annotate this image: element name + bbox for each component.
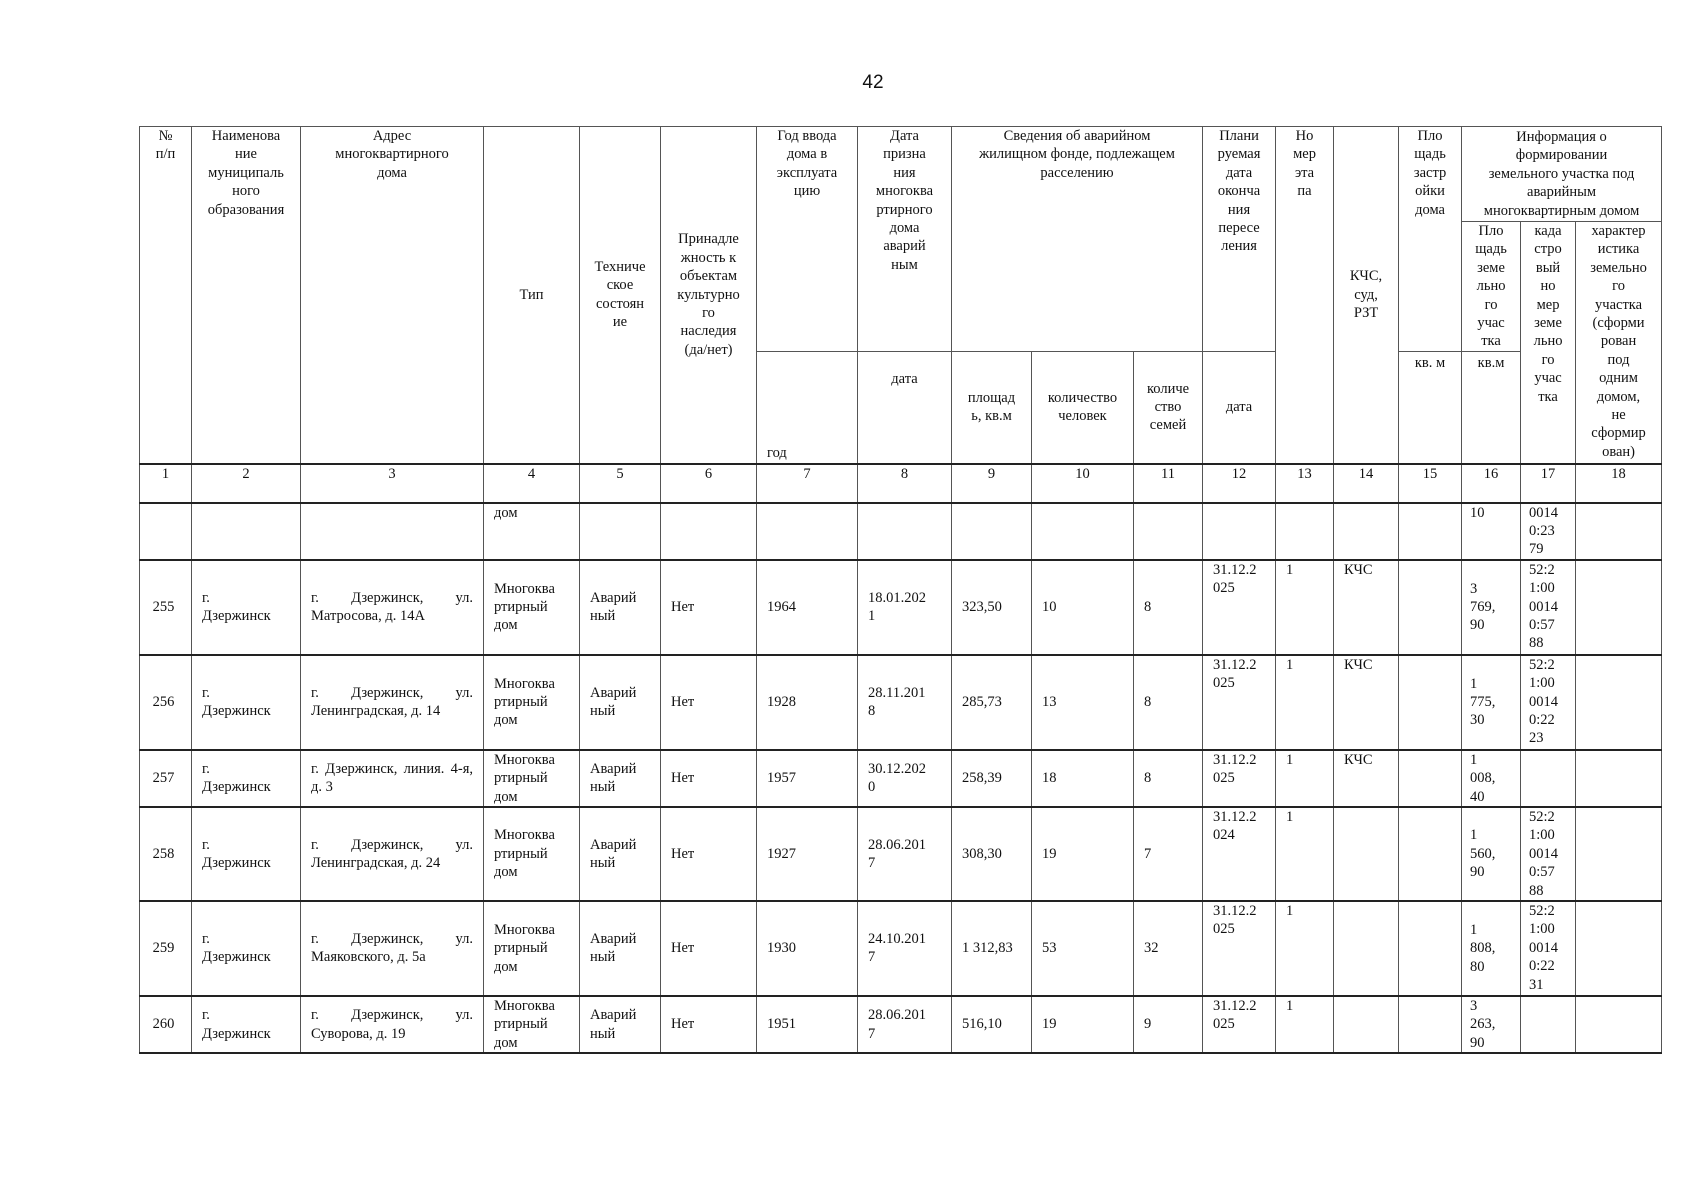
cell-commissioning-year: 1951 [757,996,858,1053]
cell-cultural-heritage: Нет [661,901,757,996]
column-number: 3 [301,464,484,503]
header-stage-number: Но мер эта па [1276,127,1334,464]
header-kchs-court-rzt: КЧС, суд, РЗТ [1334,127,1399,464]
cell-number: 256 [140,655,192,750]
column-number: 13 [1276,464,1334,503]
cell-number [140,503,192,560]
column-number: 6 [661,464,757,503]
cell-cadastral-number: 52:2 1:00 0014 0:57 88 [1521,807,1576,901]
cell-number: 260 [140,996,192,1053]
table-row [140,655,1662,750]
table-row [140,901,1662,996]
header-emergency-date: Дата призна ния многоква ртирного дома аварий ным [858,127,952,352]
column-number: 12 [1203,464,1276,503]
column-number: 5 [580,464,661,503]
cell-municipality [192,503,301,560]
cell-building-area [1399,503,1462,560]
cell-type: Многоква ртирный дом [484,655,580,750]
table-row [140,503,1662,560]
cell-family-count [1134,503,1203,560]
cell-planned-resettlement-date: 31.12.2 025 [1203,655,1276,750]
cell-building-area [1399,750,1462,807]
cell-cadastral-number [1521,996,1576,1053]
header-emergency-fund-info: Сведения об аварийном жилищном фонде, подлежащем расселению [952,127,1203,352]
cell-municipality: г. Дзержинск [192,996,301,1053]
cell-emergency-date: 28.11.201 8 [858,655,952,750]
cell-family-count: 8 [1134,655,1203,750]
cell-emergency-date: 28.06.201 7 [858,807,952,901]
cell-cadastral-number: 0014 0:23 79 [1521,503,1576,560]
header-type: Тип [484,127,580,464]
cell-land-plot-area: 1 775, 30 [1462,655,1521,750]
cell-area [952,503,1032,560]
cell-area: 1 312,83 [952,901,1032,996]
cell-commissioning-year: 1927 [757,807,858,901]
cell-building-area [1399,996,1462,1053]
cell-type: дом [484,503,580,560]
cell-municipality: г. Дзержинск [192,560,301,655]
header-family-count: количе ство семей [1134,352,1203,464]
header-resettlement-date-unit: дата [1203,352,1276,464]
header-address: Адрес многоквартирного дома [301,127,484,464]
cell-type: Многоква ртирный дом [484,901,580,996]
cell-emergency-date: 24.10.201 7 [858,901,952,996]
cell-planned-resettlement-date: 31.12.2 025 [1203,750,1276,807]
cell-planned-resettlement-date: 31.12.2 025 [1203,560,1276,655]
header-area: площад ь, кв.м [952,352,1032,464]
cell-address: г. Дзержинск, ул. Ленинградская, д. 24 [301,807,484,901]
cell-municipality: г. Дзержинск [192,655,301,750]
cell-planned-resettlement-date: 31.12.2 024 [1203,807,1276,901]
cell-commissioning-year [757,503,858,560]
cell-area: 308,30 [952,807,1032,901]
column-number: 7 [757,464,858,503]
cell-land-plot-characteristic [1576,901,1662,996]
cell-land-plot-area: 1 008, 40 [1462,750,1521,807]
cell-address: г. Дзержинск, ул. Маяковского, д. 5а [301,901,484,996]
cell-number: 258 [140,807,192,901]
cell-planned-resettlement-date: 31.12.2 025 [1203,996,1276,1053]
column-number: 9 [952,464,1032,503]
cell-address: г. Дзержинск, линия. 4-я, д. 3 [301,750,484,807]
cell-address: г. Дзержинск, ул. Ленинградская, д. 14 [301,655,484,750]
cell-stage-number [1276,503,1334,560]
cell-cultural-heritage: Нет [661,560,757,655]
table-body [140,503,1662,1054]
cell-municipality: г. Дзержинск [192,750,301,807]
cell-kchs-court-rzt: КЧС [1334,655,1399,750]
cell-commissioning-year: 1957 [757,750,858,807]
cell-stage-number: 1 [1276,655,1334,750]
cell-commissioning-year: 1930 [757,901,858,996]
cell-people-count: 53 [1032,901,1134,996]
cell-land-plot-area: 3 769, 90 [1462,560,1521,655]
cell-address: г. Дзержинск, ул. Матросова, д. 14А [301,560,484,655]
cell-land-plot-characteristic [1576,560,1662,655]
table-row [140,750,1662,807]
cell-family-count: 8 [1134,750,1203,807]
column-number: 4 [484,464,580,503]
cell-stage-number: 1 [1276,750,1334,807]
cell-technical-state [580,503,661,560]
column-number: 18 [1576,464,1662,503]
header-people-count: количество человек [1032,352,1134,464]
cell-commissioning-year: 1928 [757,655,858,750]
cell-land-plot-area: 3 263, 90 [1462,996,1521,1053]
header-land-plot-characteristic: характер истика земельно го участка (сформи рован под одним домом, не сформир ован) [1576,222,1662,464]
cell-kchs-court-rzt [1334,996,1399,1053]
column-number: 10 [1032,464,1134,503]
cell-land-plot-area: 1 560, 90 [1462,807,1521,901]
header-municipality: Наименова ние муниципаль ного образования [192,127,301,464]
cell-people-count: 10 [1032,560,1134,655]
cell-land-plot-area: 10 [1462,503,1521,560]
cell-family-count: 7 [1134,807,1203,901]
table-header [140,127,1662,503]
cell-technical-state: Аварий ный [580,807,661,901]
cell-stage-number: 1 [1276,560,1334,655]
cell-land-plot-characteristic [1576,655,1662,750]
cell-emergency-date [858,503,952,560]
cell-emergency-date: 30.12.202 0 [858,750,952,807]
cell-cultural-heritage [661,503,757,560]
cell-stage-number: 1 [1276,807,1334,901]
cell-area: 258,39 [952,750,1032,807]
cell-kchs-court-rzt: КЧС [1334,560,1399,655]
table-row [140,996,1662,1053]
cell-municipality: г. Дзержинск [192,807,301,901]
cell-family-count: 32 [1134,901,1203,996]
cell-technical-state: Аварий ный [580,560,661,655]
page-number: 42 [862,72,884,93]
column-numbers-row [140,464,1662,503]
cell-cultural-heritage: Нет [661,750,757,807]
header-building-area-unit: кв. м [1399,352,1462,464]
header-land-area-unit: кв.м [1462,352,1521,464]
cell-technical-state: Аварий ный [580,901,661,996]
column-number: 17 [1521,464,1576,503]
cell-people-count [1032,503,1134,560]
cell-people-count: 18 [1032,750,1134,807]
header-cultural-heritage: Принадле жность к объектам культурно го наследия (да/нет) [661,127,757,464]
header-commissioning-year: Год ввода дома в эксплуата цию [757,127,858,352]
cell-land-plot-area: 1 808, 80 [1462,901,1521,996]
cell-cadastral-number [1521,750,1576,807]
cell-people-count: 19 [1032,807,1134,901]
cell-kchs-court-rzt [1334,807,1399,901]
cell-cultural-heritage: Нет [661,655,757,750]
cell-area: 516,10 [952,996,1032,1053]
cell-municipality: г. Дзержинск [192,901,301,996]
column-number: 2 [192,464,301,503]
emergency-housing-table [139,126,1662,1054]
cell-cultural-heritage: Нет [661,996,757,1053]
header-date-unit: дата [858,352,952,464]
header-year-unit: год [757,352,858,464]
header-technical-state: Техниче ское состоян ие [580,127,661,464]
column-number: 14 [1334,464,1399,503]
cell-area: 323,50 [952,560,1032,655]
cell-kchs-court-rzt [1334,503,1399,560]
cell-planned-resettlement-date: 31.12.2 025 [1203,901,1276,996]
header-building-area: Пло щадь застр ойки дома [1399,127,1462,352]
header-planned-resettlement-date: Плани руемая дата оконча ния пересе ления [1203,127,1276,352]
cell-cadastral-number: 52:2 1:00 0014 0:57 88 [1521,560,1576,655]
cell-cultural-heritage: Нет [661,807,757,901]
cell-type: Многоква ртирный дом [484,750,580,807]
cell-building-area [1399,655,1462,750]
cell-people-count: 19 [1032,996,1134,1053]
cell-kchs-court-rzt [1334,901,1399,996]
cell-technical-state: Аварий ный [580,996,661,1053]
cell-stage-number: 1 [1276,996,1334,1053]
header-land-plot-info: Информация о формировании земельного участка под аварийным многоквартирным домом [1462,127,1662,222]
cell-type: Многоква ртирный дом [484,807,580,901]
header-number: № п/п [140,127,192,464]
column-number: 8 [858,464,952,503]
cell-family-count: 9 [1134,996,1203,1053]
cell-cadastral-number: 52:2 1:00 0014 0:22 23 [1521,655,1576,750]
cell-land-plot-characteristic [1576,996,1662,1053]
cell-kchs-court-rzt: КЧС [1334,750,1399,807]
cell-address [301,503,484,560]
cell-commissioning-year: 1964 [757,560,858,655]
cell-building-area [1399,901,1462,996]
cell-number: 257 [140,750,192,807]
cell-type: Многоква ртирный дом [484,996,580,1053]
cell-land-plot-characteristic [1576,807,1662,901]
cell-address: г. Дзержинск, ул. Суворова, д. 19 [301,996,484,1053]
column-number: 15 [1399,464,1462,503]
column-number: 1 [140,464,192,503]
cell-emergency-date: 28.06.201 7 [858,996,952,1053]
column-number: 11 [1134,464,1203,503]
cell-building-area [1399,807,1462,901]
table-row [140,807,1662,901]
table-row [140,560,1662,655]
cell-building-area [1399,560,1462,655]
cell-number: 259 [140,901,192,996]
cell-stage-number: 1 [1276,901,1334,996]
cell-planned-resettlement-date [1203,503,1276,560]
column-number: 16 [1462,464,1521,503]
cell-type: Многоква ртирный дом [484,560,580,655]
cell-technical-state: Аварий ный [580,750,661,807]
header-land-plot-area: Пло щадь земе льно го учас тка [1462,222,1521,352]
cell-number: 255 [140,560,192,655]
cell-cadastral-number: 52:2 1:00 0014 0:22 31 [1521,901,1576,996]
header-cadastral-number: када стро вый но мер земе льно го учас тка [1521,222,1576,464]
cell-land-plot-characteristic [1576,750,1662,807]
cell-people-count: 13 [1032,655,1134,750]
cell-area: 285,73 [952,655,1032,750]
cell-technical-state: Аварий ный [580,655,661,750]
cell-land-plot-characteristic [1576,503,1662,560]
cell-emergency-date: 18.01.202 1 [858,560,952,655]
cell-family-count: 8 [1134,560,1203,655]
